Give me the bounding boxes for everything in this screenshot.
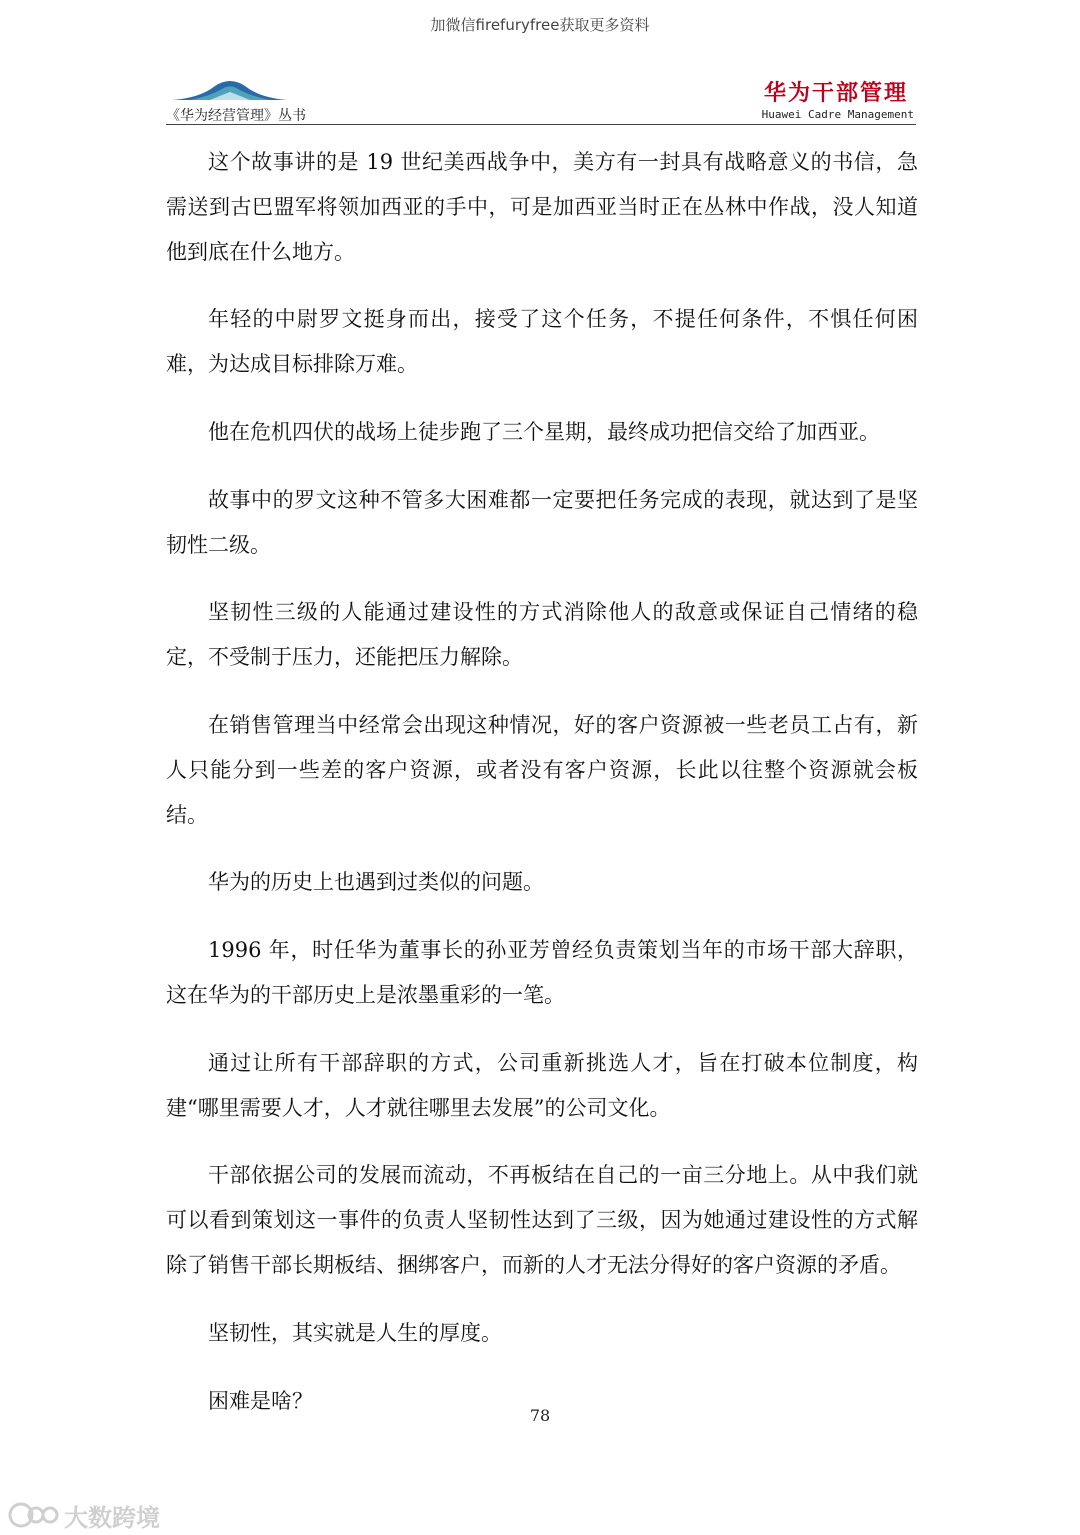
brand-watermark bbox=[6, 1498, 160, 1532]
paragraph: 困难是啥？ bbox=[208, 1388, 313, 1413]
body-text bbox=[166, 140, 918, 1446]
paragraph: 年轻的中尉罗文挺身而出，接受了这个任务，不提任何条件，不惧任何困难，为达成目标排除万难。 bbox=[166, 307, 918, 377]
top-watermark-text: 加微信firefuryfree获取更多资料 bbox=[430, 16, 650, 34]
paragraph: 坚韧性三级的人能通过建设性的方式消除他人的敌意或保证自己情绪的稳定，不受制于压力，还能把压力解除。 bbox=[166, 600, 918, 670]
paragraph: 这个故事讲的是 19 世纪美西战争中，美方有一封具有战略意义的书信，急需送到古巴盟军将领加西亚的手中，可是加西亚当时正在丛林中作战，没人知道他到底在什么地方。 bbox=[166, 150, 918, 264]
header-divider bbox=[166, 124, 916, 125]
brand-watermark-text: 大数跨境 bbox=[64, 1503, 160, 1532]
paragraph: 在销售管理当中经常会出现这种情况，好的客户资源被一些老员工占有，新人只能分到一些差的客户资源，或者没有客户资源，长此以往整个资源就会板结。 bbox=[166, 712, 918, 827]
paragraph: 华为的历史上也遇到过类似的问题。 bbox=[208, 870, 544, 895]
paragraph: 坚韧性，其实就是人生的厚度。 bbox=[208, 1320, 502, 1345]
book-title: 华为干部管理 bbox=[763, 81, 908, 106]
paragraph: 1996 年，时任华为董事长的孙亚芳曾经负责策划当年的市场干部大辞职，这在华为的干部历史上是浓墨重彩的一笔。 bbox=[166, 938, 918, 1007]
paragraph: 干部依据公司的发展而流动，不再板结在自己的一亩三分地上。从中我们就可以看到策划这一事件的负责人坚韧性达到了三级，因为她通过建设性的方式解除了销售干部长期板结、捆绑客户，而新的人才无法分得好的客户资源的矛盾。 bbox=[166, 1163, 918, 1277]
paragraph: 通过让所有干部辞职的方式，公司重新挑选人才，旨在打破本位制度，构建“哪里需要人才，人才就往哪里去发展”的公司文化。 bbox=[166, 1050, 918, 1120]
paragraph: 他在危机四伏的战场上徒步跑了三个星期，最终成功把信交给了加西亚。 bbox=[208, 419, 880, 444]
page-number: 78 bbox=[529, 1406, 551, 1425]
series-logo-icon bbox=[170, 76, 290, 102]
series-label: 《华为经营管理》丛书 bbox=[166, 108, 306, 124]
paragraph: 故事中的罗文这种不管多大困难都一定要把任务完成的表现，就达到了是坚韧性二级。 bbox=[166, 487, 918, 557]
brand-logo-icon bbox=[6, 1500, 62, 1530]
book-subtitle: Huawei Cadre Management bbox=[761, 108, 914, 121]
